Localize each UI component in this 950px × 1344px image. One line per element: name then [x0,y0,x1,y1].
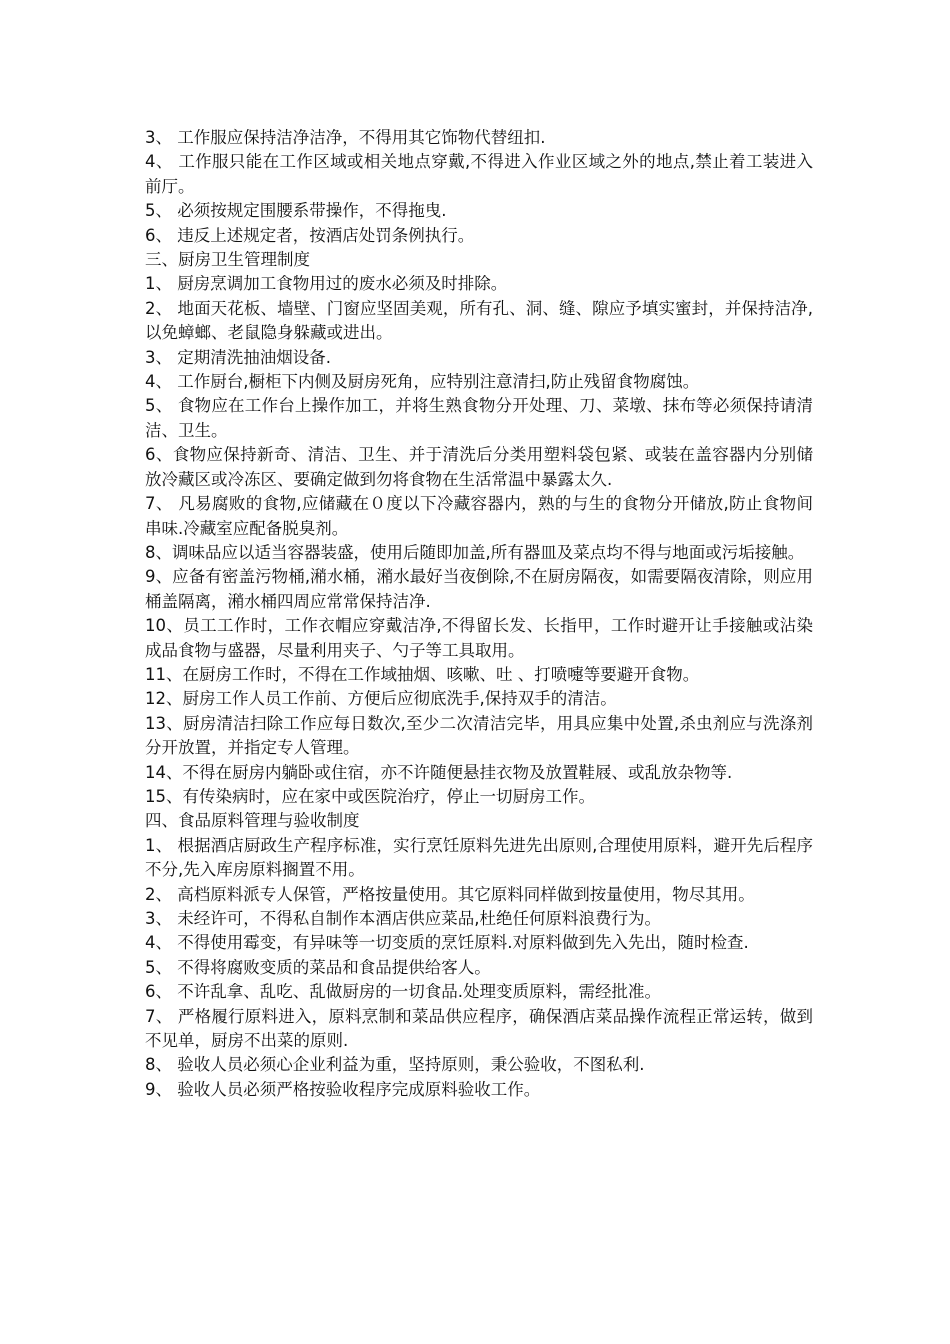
list-item-6: 6、 违反上述规定者，按酒店处罚条例执行。 [145,225,475,245]
list-item: 12、厨房工作人员工作前、方便后应彻底洗手,保持双手的清洁。 [145,689,617,709]
list-item: 6、食物应保持新奇、清洁、卫生、并于清洗后分类用塑料袋包紧、或装在盖容器内分别储放冷藏区或冷冻区、要确定做到勿将食物在生活常温中暴露太久. [145,445,813,489]
list-item-3: 3、 工作服应保持洁净洁净，不得用其它饰物代替纽扣. [145,128,546,147]
list-item: 3、 定期清洗抽油烟设备. [145,347,331,367]
list-item: 11、在厨房工作时，不得在工作域抽烟、咳嗽、吐 、打喷嚏等要避开食物。 [145,664,700,684]
document-body [145,126,813,1102]
list-item: 14、不得在厨房内躺卧或住宿，亦不许随便悬挂衣物及放置鞋屐、或乱放杂物等. [145,762,733,782]
list-item: 4、 工作厨台,橱柜下内侧及厨房死角，应特别注意清扫,防止残留食物腐蚀。 [145,372,700,392]
list-item: 9、应备有密盖污物桶,潲水桶，潲水最好当夜倒除,不在厨房隔夜，如需要隔夜清除，则应用桶盖隔离，潲水桶四周应常常保持洁净. [145,567,813,611]
list-item: 1、 厨房烹调加工食物用过的废水必须及时排除。 [145,274,508,294]
list-item: 9、 验收人员必须严格按验收程序完成原料验收工作。 [145,1079,541,1099]
list-item: 2、 高档原料派专人保管，严格按量使用。其它原料同样做到按量使用，物尽其用。 [145,884,755,904]
section-heading-kitchen-hygiene: 三、厨房卫生管理制度 [145,250,310,270]
list-item: 4、 不得使用霉变，有异味等一切变质的烹饪原料.对原料做到先入先出，随时检查. [145,933,749,953]
list-item: 5、 食物应在工作台上操作加工，并将生熟食物分开处理、刀、菜墩、抹布等必须保持请清洁、卫生。 [145,396,813,440]
list-item: 3、 未经许可，不得私自制作本酒店供应菜品,杜绝任何原料浪费行为。 [145,909,661,928]
list-item: 5、 不得将腐败变质的菜品和食品提供给客人。 [145,957,491,977]
list-item-4: 4、 工作服只能在工作区域或相关地点穿戴,不得进入作业区域之外的地点,禁止着工装进入前厅。 [145,152,813,196]
list-item: 8、 验收人员必须心企业利益为重，坚持原则，秉公验收，不图私利. [145,1055,645,1075]
list-item: 2、 地面天花板、墙壁、门窗应坚固美观，所有孔、洞、缝、隙应予填实蜜封，并保持洁净,以免蟑螂、老鼠隐身躲藏或进出。 [145,298,813,343]
list-item: 13、厨房清洁扫除工作应每日数次,至少二次清洁完毕，用具应集中处置,杀虫剂应与洗涤剂分开放置，并指定专人管理。 [145,713,813,758]
list-item: 7、 凡易腐败的食物,应储藏在０度以下冷藏容器内，熟的与生的食物分开储放,防止食物间串味.冷藏室应配备脱臭剂。 [145,494,813,538]
list-item: 6、 不许乱拿、乱吃、乱做厨房的一切食品.处理变质原料，需经批准。 [145,982,661,1002]
list-item: 7、 严格履行原料进入，原料烹制和菜品供应程序，确保酒店菜品操作流程正常运转，做到不见单，厨房不出菜的原则. [145,1006,813,1051]
list-item: 10、员工工作时，工作衣帽应穿戴洁净,不得留长发、长指甲，工作时避开让手接触或沾染成品食物与盛器，尽量利用夹子、勺子等工具取用。 [145,616,813,660]
section-heading-ingredient-management: 四、食品原料管理与验收制度 [145,811,360,831]
list-item-5: 5、 必须按规定围腰系带操作，不得拖曳. [145,201,447,221]
list-item: 8、调味品应以适当容器装盛，使用后随即加盖,所有器皿及菜点均不得与地面或污垢接触。 [145,542,805,562]
list-item: 15、有传染病时，应在家中或医院治疗，停止一切厨房工作。 [145,786,595,806]
list-item: 1、 根据酒店厨政生产程序标准，实行烹饪原料先进先出原则,合理使用原料，避开先后程序不分,先入库房原料搁置不用。 [145,835,813,880]
